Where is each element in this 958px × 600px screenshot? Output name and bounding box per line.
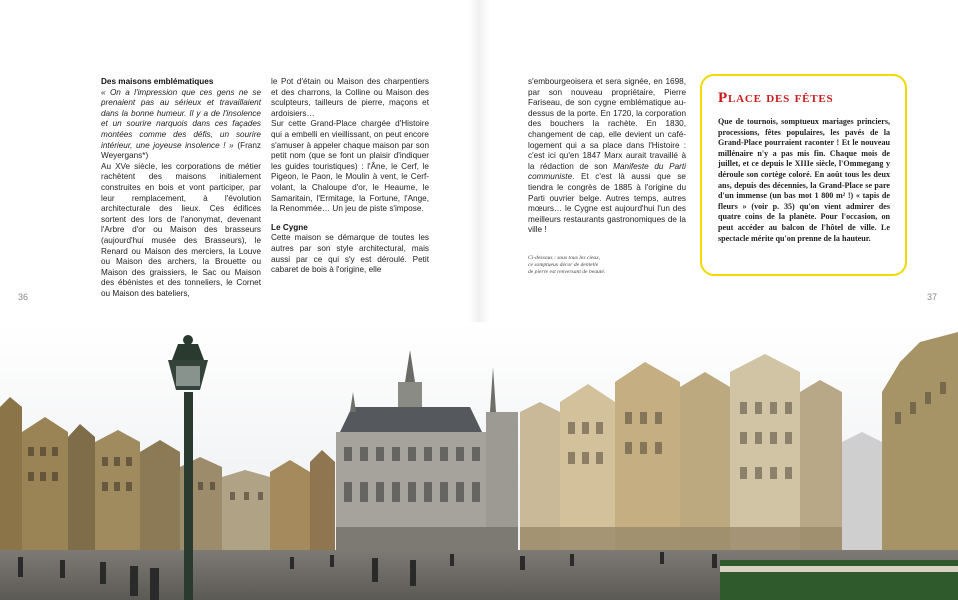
manifeste-title: Manifeste du Parti communiste [528, 161, 686, 182]
subheading-le-cygne: Le Cygne [271, 222, 308, 232]
flower-bed [720, 560, 958, 600]
paragraph-pot-detain: le Pot d'étain ou Maison des charpentiers et des charrons, la Colline ou Maison des sculpteurs, tailleurs de pierre, maçons et ardoisiers… [271, 77, 429, 118]
paragraph-grand-place: Sur cette Grand-Place chargée d'Histoire qui a embelli en vieillissant, on peut encore s'amuser à appeler chaque maison par son petit nom (que se font un plaisir d'indiquer les guides touristiques) : l'Âne, le Cerf, le Pigeon, le Paon, le Moulin à vent, le Cerf-volant, la Chaloupe d'or, le Heaume, le Samaritain, l'Ermitage, la Fortune, l'Ange, la Renommée… Un jeu de piste s'impose. [271, 119, 429, 214]
quote-attribution: (Franz Weyergans*) [101, 140, 261, 161]
caption-line-2: ce somptueux décor de dentelle [528, 262, 599, 268]
cygne-history-start: s'embourgeoisera et sera signée, en 1698, par son nouveau propriétaire, Pierre Fariseau, de son cygne emblématique au-dessus de la porte. En 1720, la corporation des bouchers la rachète. En 1830, changement de cap, elle devient un café-logement qui a sa place dans l'Histoire : c'est ici qu'en 1847 Marx aurait travaillé à la rédaction de son [528, 77, 686, 171]
page-number-left: 36 [18, 292, 29, 302]
grand-place-panorama-photo [0, 322, 958, 600]
cygne-history-end: . Et c'est là aussi que se tiendra le congrès de 1885 à l'origine du Parti ouvrier belge. Autres temps, autres mœurs… le Cygne est aujourd'hui l'un des meilleurs restaurants gastronomiques de la ville ! [528, 172, 686, 235]
franz-quote: « On a l'impression que ces gens ne se prenaient pas au sérieux et travaillaient dans la bonne humeur. Il y a de l'insolence et un sourire narquois dans ces façades montées comme des défis, un sourire intérieur, une joyeuse insolence ! » [101, 87, 261, 150]
page-number-right: 37 [927, 292, 938, 302]
paragraph-cygne-intro: Cette maison se démarque de toutes les autres par son style architectural, mais aussi par ce qui s'y est déroulé. Petit cabaret de bois à l'origine, elle [271, 233, 429, 275]
page-gutter [468, 0, 490, 330]
sidebar-title: Place des fêtes [718, 90, 834, 106]
paragraph-corporations: Au XVe siècle, les corporations de métier rachètent des maisons initialement construites en bois et vont participer, par leur remplacement, à l'évolution architecturale des lieux. Ces édifices sortent des lors de l'anonymat, devenant l'Arbre d'or ou Maison des brasseurs (aujourd'hui musée des Brasseurs), le Renard ou Maison des merciers, la Louve ou Maison des archers, la Brouette ou Maison des graissiers, le Sac ou Maison des ébénistes et des tonneliers, le Cornet ou Maison des bateliers, [101, 161, 261, 298]
sidebar-box [700, 74, 907, 276]
sidebar-body: Que de tournois, somptueux mariages princiers, processions, fêtes populaires, les pavés de la Grand-Place pourraient raconter ! Et le nouveau millénaire n'y a pas mis fin. Chaque mois de juillet, et ce depuis le XIIIe siècle, l'Ommegang y déroule son cortège coloré. En août tous les deux ans, depuis des décennies, la Grand-Place se pare d'un immense (un bas mot 1 800 m² !) « tapis de fleurs » (voir p. 35) qu'on vient admirer des quatre coins de la planète. Pour l'occasion, on peut accéder au balcon de l'hôtel de ville. Le spectacle mérite qu'on prenne de la hauteur. [718, 117, 890, 243]
caption-line-1: Ci-dessous : sous tous les cieux, [528, 255, 601, 261]
section-heading: Des maisons emblématiques [101, 77, 214, 86]
article-column-1 [101, 77, 261, 299]
paragraph-cygne-history [528, 77, 686, 236]
article-column-2 [271, 77, 429, 276]
photo-caption [528, 255, 638, 276]
article-column-3 [528, 77, 686, 236]
quote-paragraph [101, 88, 261, 162]
caption-line-3: de pierre est renversant de beauté. [528, 269, 606, 275]
